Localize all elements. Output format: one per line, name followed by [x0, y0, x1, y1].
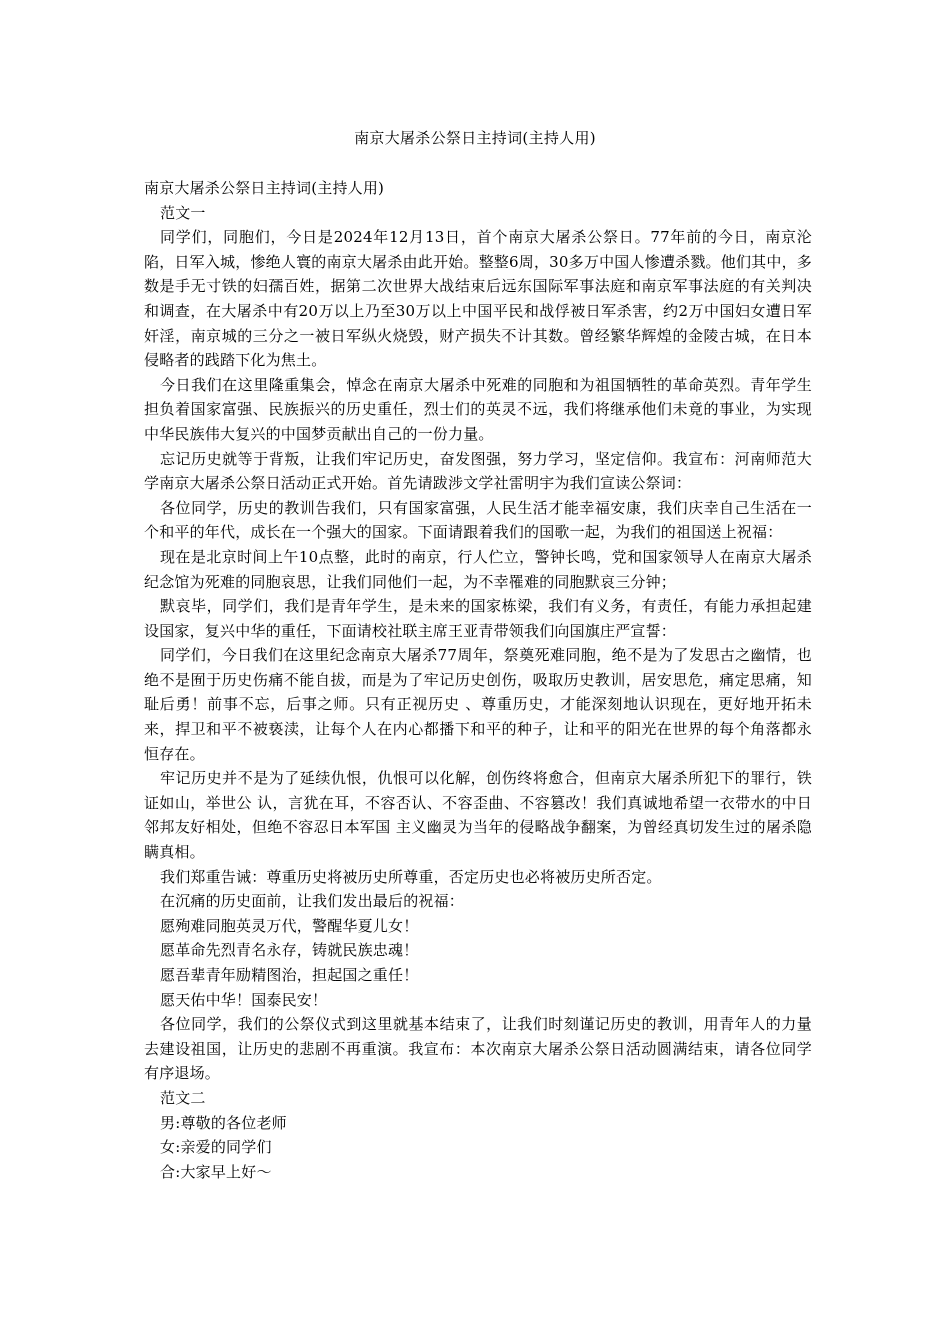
paragraph: 各位同学，历史的教训告我们，只有国家富强，人民生活才能幸福安康，我们庆幸自己生活在一个和平的年代，成长在一个强大的国家。下面请跟着我们的国歌一起，为我们的祖国送上祝福：: [144, 498, 812, 542]
paragraph: 默哀毕，同学们，我们是青年学生，是未来的国家栋梁，我们有义务，有责任，有能力承担起建设国家，复兴中华的重任，下面请校社联主席王亚青带领我们向国旗庄严宣誓：: [144, 597, 812, 640]
document-subtitle: 南京大屠杀公祭日主持词(主持人用): [144, 179, 385, 197]
section-heading-sample-1: 范文一: [160, 203, 206, 222]
dialogue-line: 合:大家早上好～: [160, 1162, 272, 1181]
blessing-line: 愿天佑中华！国泰民安！: [160, 990, 328, 1009]
paragraph: 同学们，今日我们在这里纪念南京大屠杀77周年，祭奠死难同胞，绝不是为了发思古之幽情，也绝不是囿于历史伤痛不能自拔，而是为了牢记历史创伤，吸取历史教训，居安思危，痛定思痛，知耻后勇！前事不忘，后事之师。只有正视历史 、尊重历史，才能深刻地认识现在，更好地开拓未来，捍卫和平不被亵渎，让每个人在内心都播下和平的种子，让和平的阳光在世界的每个角落都永恒存在。: [144, 646, 812, 763]
blessing-line: 愿殉难同胞英灵万代，警醒华夏儿女！: [160, 916, 419, 935]
paragraph: 同学们，同胞们，今日是2024年12月13日，首个南京大屠杀公祭日。77年前的今日，南京沦陷，日军入城，惨绝人寰的南京大屠杀由此开始。整整6周，30多万中国人惨遭杀戮。他们其中，多数是手无寸铁的妇孺百姓，据第二次世界大战结束后远东国际军事法庭和南京军事法庭的有关判决和调查，在大屠杀中有20万以上乃至30万以上中国平民和战俘被日军杀害，约2万中国妇女遭日军奸淫，南京城的三分之一被日军纵火烧毁，财产损失不计其数。曾经繁华辉煌的金陵古城，在日本侵略者的践踏下化为焦土。: [144, 228, 812, 370]
dialogue-line: 男:尊敬的各位老师: [160, 1113, 287, 1132]
document-title: 南京大屠杀公祭日主持词(主持人用): [354, 129, 596, 147]
paragraph: 今日我们在这里隆重集会，悼念在南京大屠杀中死难的同胞和为祖国牺牲的革命英烈。青年学生担负着国家富强、民族振兴的历史重任，烈士们的英灵不远，我们将继承他们未竟的事业，为实现中华民族伟大复兴的中国梦贡献出自己的一份力量。: [144, 375, 812, 443]
document-body: [144, 176, 812, 1184]
paragraph: 现在是北京时间上午10点整，此时的南京，行人伫立，警钟长鸣，党和国家领导人在南京大屠杀纪念馆为死难的同胞哀思，让我们同他们一起，为不幸罹难的同胞默哀三分钟；: [144, 547, 812, 591]
paragraph: 忘记历史就等于背叛，让我们牢记历史，奋发图强，努力学习，坚定信仰。我宣布：河南师范大学南京大屠杀公祭日活动正式开始。首先请跋涉文学社雷明宇为我们宣读公祭词：: [144, 449, 812, 493]
dialogue-line: 女:亲爱的同学们: [160, 1138, 272, 1157]
section-heading-sample-2: 范文二: [160, 1088, 206, 1107]
blessing-line: 愿吾辈青年励精图治，担起国之重任！: [160, 966, 419, 984]
paragraph: 在沉痛的历史面前，让我们发出最后的祝福：: [160, 892, 465, 911]
paragraph: 牢记历史并不是为了延续仇恨，仇恨可以化解，创伤终将愈合，但南京大屠杀所犯下的罪行，铁证如山，举世公 认，言犹在耳，不容否认、不容歪曲、不容篡改！我们真诚地希望一衣带水的中日邻邦友好相处，但绝不容忍日本军国 主义幽灵为当年的侵略战争翻案，为曾经真切发生过的屠杀隐瞒真相。: [144, 769, 812, 862]
paragraph: 各位同学，我们的公祭仪式到这里就基本结束了，让我们时刻谨记历史的教训，用青年人的力量去建设祖国，让历史的悲剧不再重演。我宣布：本次南京大屠杀公祭日活动圆满结束，请各位同学有序退场。: [144, 1015, 812, 1083]
paragraph: 我们郑重告诫：尊重历史将被历史所尊重，否定历史也必将被历史所否定。: [160, 867, 662, 886]
blessing-line: 愿革命先烈青名永存，铸就民族忠魂！: [160, 941, 419, 960]
